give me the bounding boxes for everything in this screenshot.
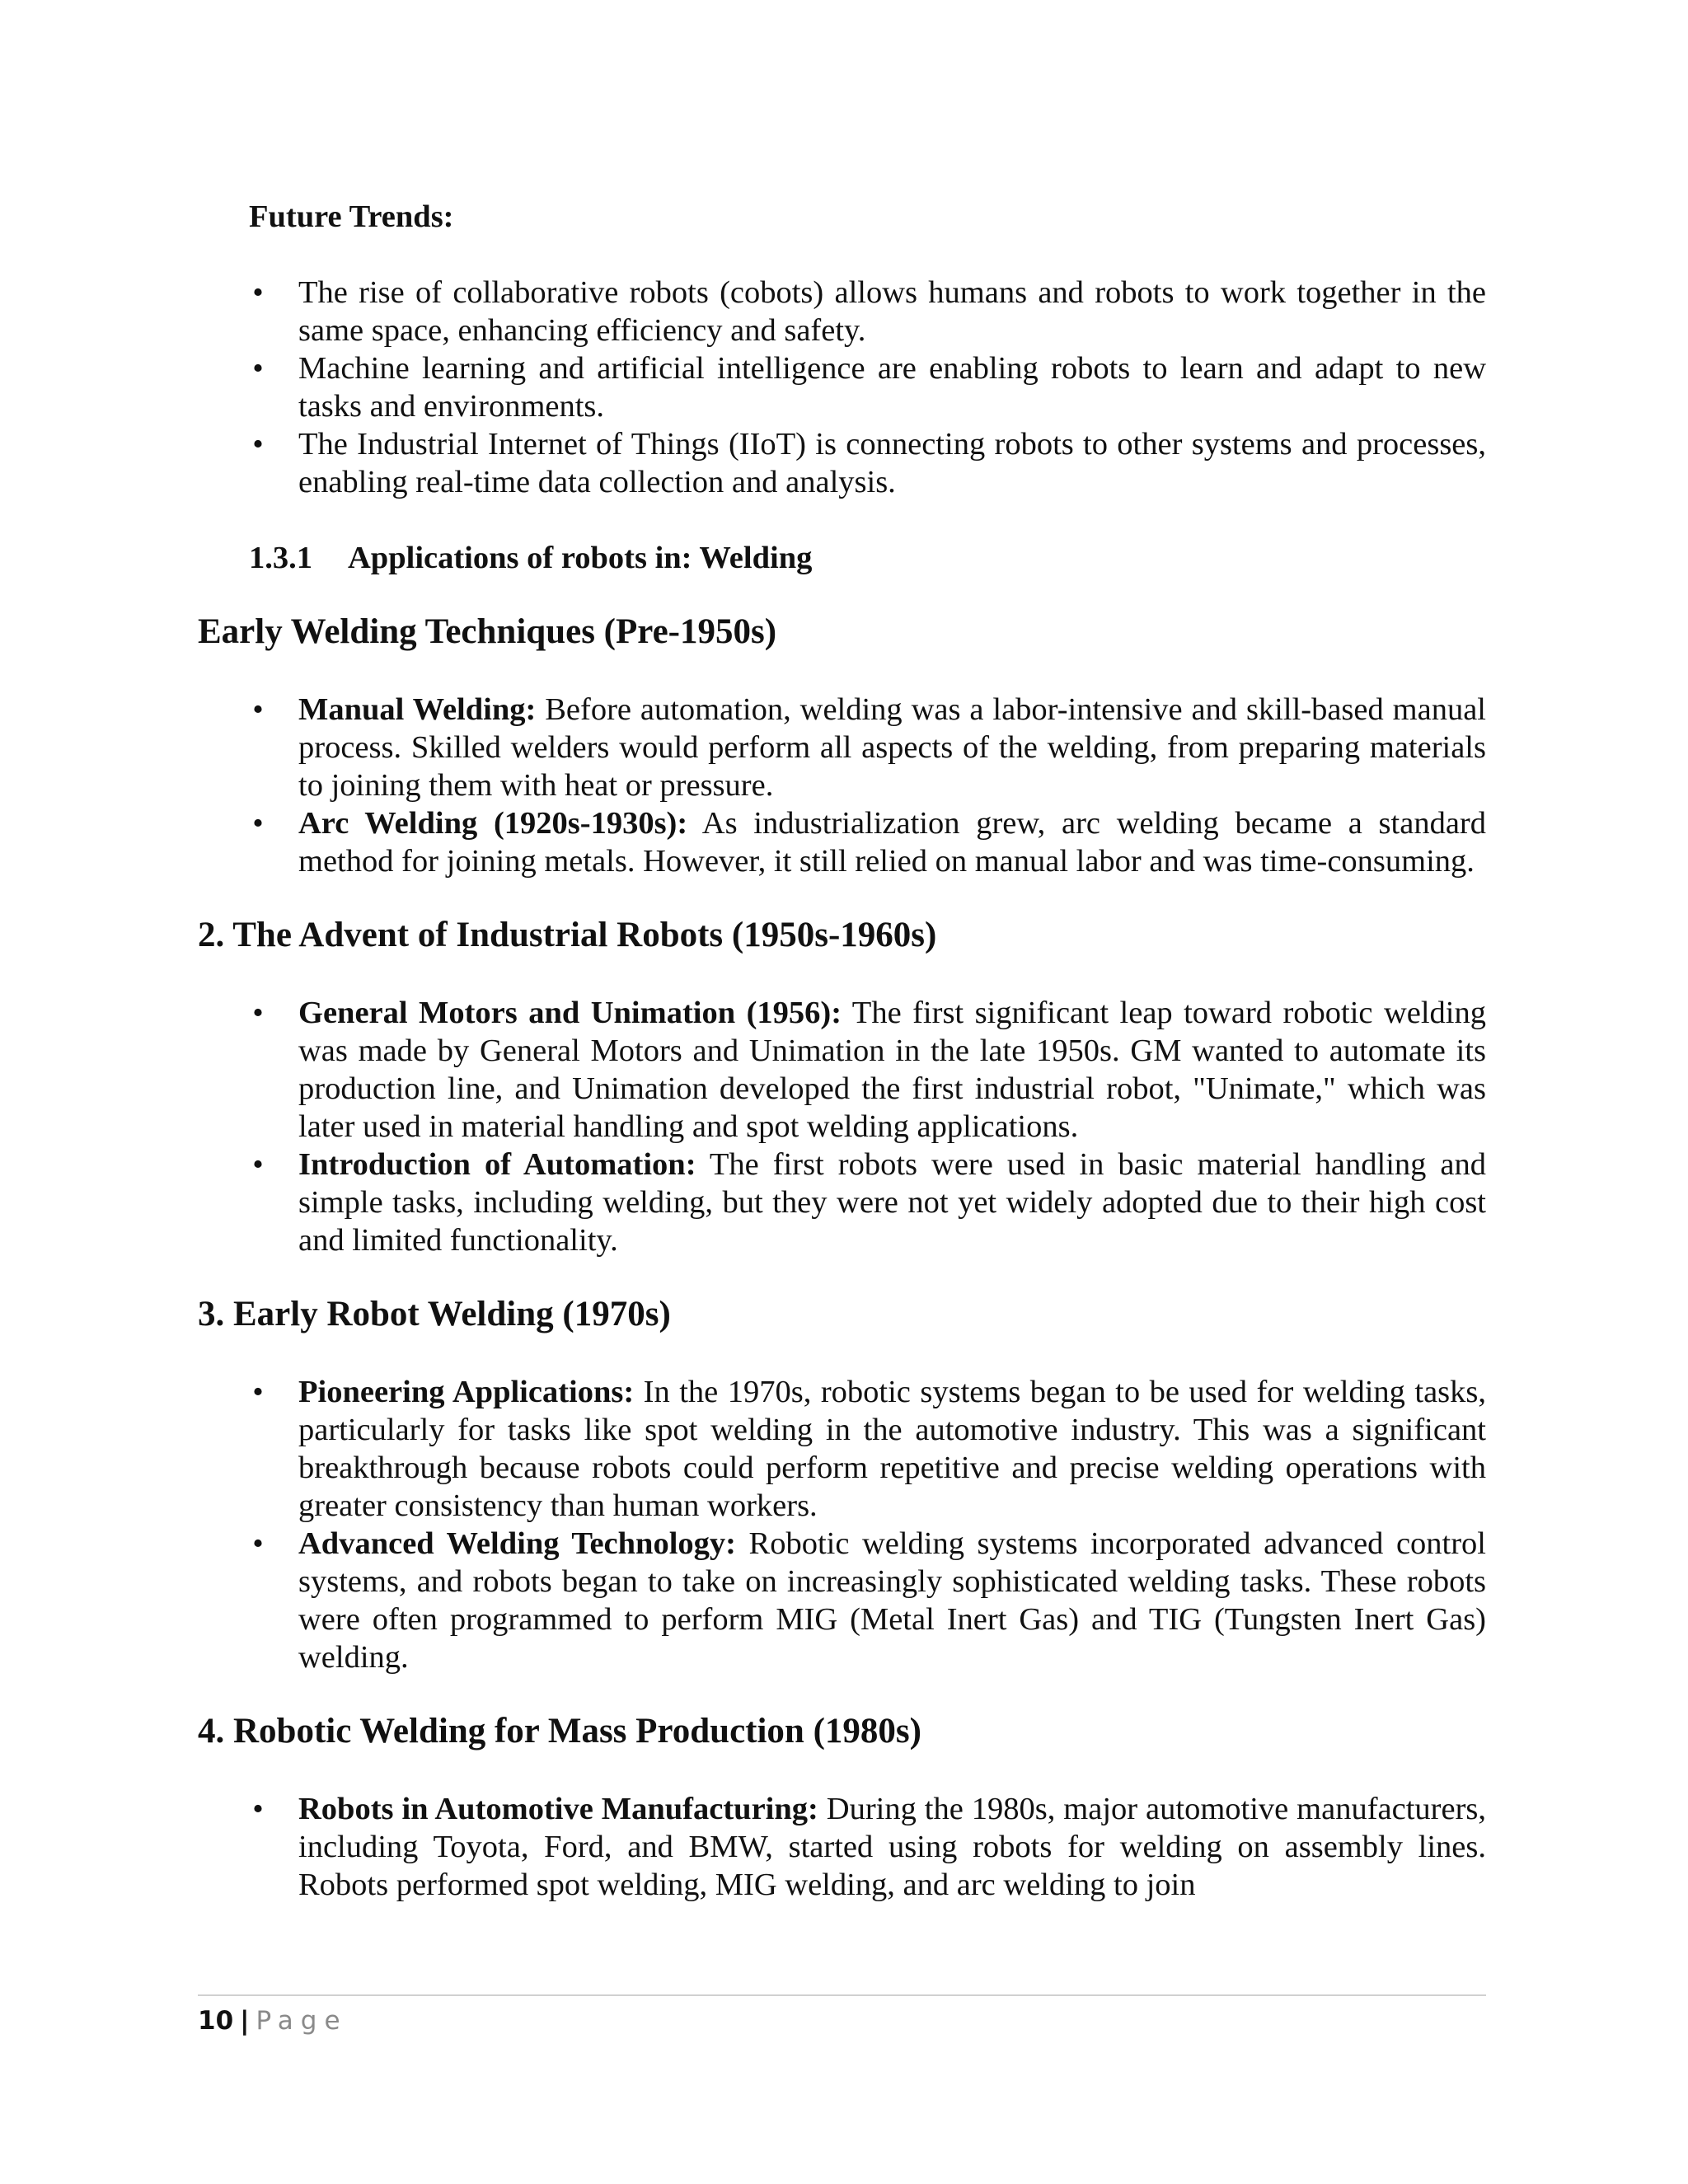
future-trends-title: Future Trends: [249,199,454,234]
subsection-heading [249,539,1486,577]
list-item-text: As industrialization grew, arc welding became a standard method for joining metals. However, it still relied on manual labor and was time-consuming. [298,806,1486,879]
footer-separator: | [240,2006,250,2036]
list-item [198,804,1486,880]
bullet-icon: • [252,1792,264,1826]
section-list [198,994,1486,1259]
list-item [198,1146,1486,1259]
page-label: Page [256,2006,348,2036]
bullet-icon: • [252,427,264,462]
section-list [198,1790,1486,1904]
page-content [198,198,1486,1904]
list-item-term: Arc Welding (1920s-1930s): [298,806,688,841]
bullet-icon: • [252,275,264,310]
list-item-text: The first robots were used in basic material handling and simple tasks, including welding, but they were not yet widely adopted due to their high cost and limited functionality. [298,1147,1486,1258]
future-trends-list [198,274,1486,501]
section-list [198,691,1486,880]
list-item [198,994,1486,1146]
list-item [198,274,1486,349]
bullet-icon: • [252,1147,264,1182]
section-heading: 4. Robotic Welding for Mass Production (1980s) [198,1712,921,1750]
section-heading: 2. The Advent of Industrial Robots (1950s-1960s) [198,916,937,954]
list-item [198,425,1486,501]
section-heading: Early Welding Techniques (Pre-1950s) [198,612,777,651]
bullet-icon: • [252,996,264,1030]
list-item-term: Robots in Automotive Manufacturing: [298,1792,818,1826]
bullet-icon: • [252,806,264,841]
bullet-icon: • [252,351,264,386]
list-item-text: During the 1980s, major automotive manufacturers, including Toyota, Ford, and BMW, started using robots for welding on assembly lines. Robots performed spot welding, MIG welding, and arc welding to join [298,1792,1486,1902]
section-heading: 3. Early Robot Welding (1970s) [198,1295,671,1333]
list-item [198,349,1486,425]
list-item [198,1525,1486,1676]
list-item-text: In the 1970s, robotic systems began to be used for welding tasks, particularly for tasks like spot welding in the automotive industry. This was a significant breakthrough because robots could perform repetitive and precise welding operations with greater consistency than human workers. [298,1375,1486,1523]
subsection-title: Applications of robots in: Welding [348,541,813,575]
list-item-text: The Industrial Internet of Things (IIoT) is connecting robots to other systems and processes, enabling real-time data collection and analysis. [298,427,1486,499]
page-footer [198,2004,348,2037]
list-item [198,1373,1486,1525]
list-item [198,1790,1486,1904]
subsection-number: 1.3.1 [249,541,312,575]
list-item-text: The rise of collaborative robots (cobots) allows humans and robots to work together in the same space, enhancing efficiency and safety. [298,275,1486,348]
bullet-icon: • [252,1375,264,1409]
bullet-icon: • [252,1526,264,1561]
section-list [198,1373,1486,1676]
list-item-text: Machine learning and artificial intelligence are enabling robots to learn and adapt to new tasks and environments. [298,351,1486,424]
footer-divider [198,1994,1486,1996]
list-item-text: Before automation, welding was a labor-intensive and skill-based manual process. Skilled welders would perform all aspects of the welding, from preparing materials to joining them with heat or pressure. [298,692,1486,803]
list-item [198,691,1486,804]
list-item-term: Advanced Welding Technology: [298,1526,736,1561]
list-item-term: Manual Welding: [298,692,537,727]
bullet-icon: • [252,692,264,727]
list-item-term: Pioneering Applications: [298,1375,635,1409]
list-item-term: Introduction of Automation: [298,1147,696,1182]
list-item-text: The first significant leap toward robotic welding was made by General Motors and Unimation in the late 1950s. GM wanted to automate its production line, and Unimation developed the first industrial robot, "Unimate," which was later used in material handling and spot welding applications. [298,996,1487,1144]
page-number: 10 [198,2006,234,2036]
list-item-text: Robotic welding systems incorporated advanced control systems, and robots began to take on increasingly sophisticated welding tasks. These robots were often programmed to perform MIG (Metal Inert Gas) and TIG (Tungsten Inert Gas) welding. [298,1526,1486,1675]
list-item-term: General Motors and Unimation (1956): [298,996,842,1030]
